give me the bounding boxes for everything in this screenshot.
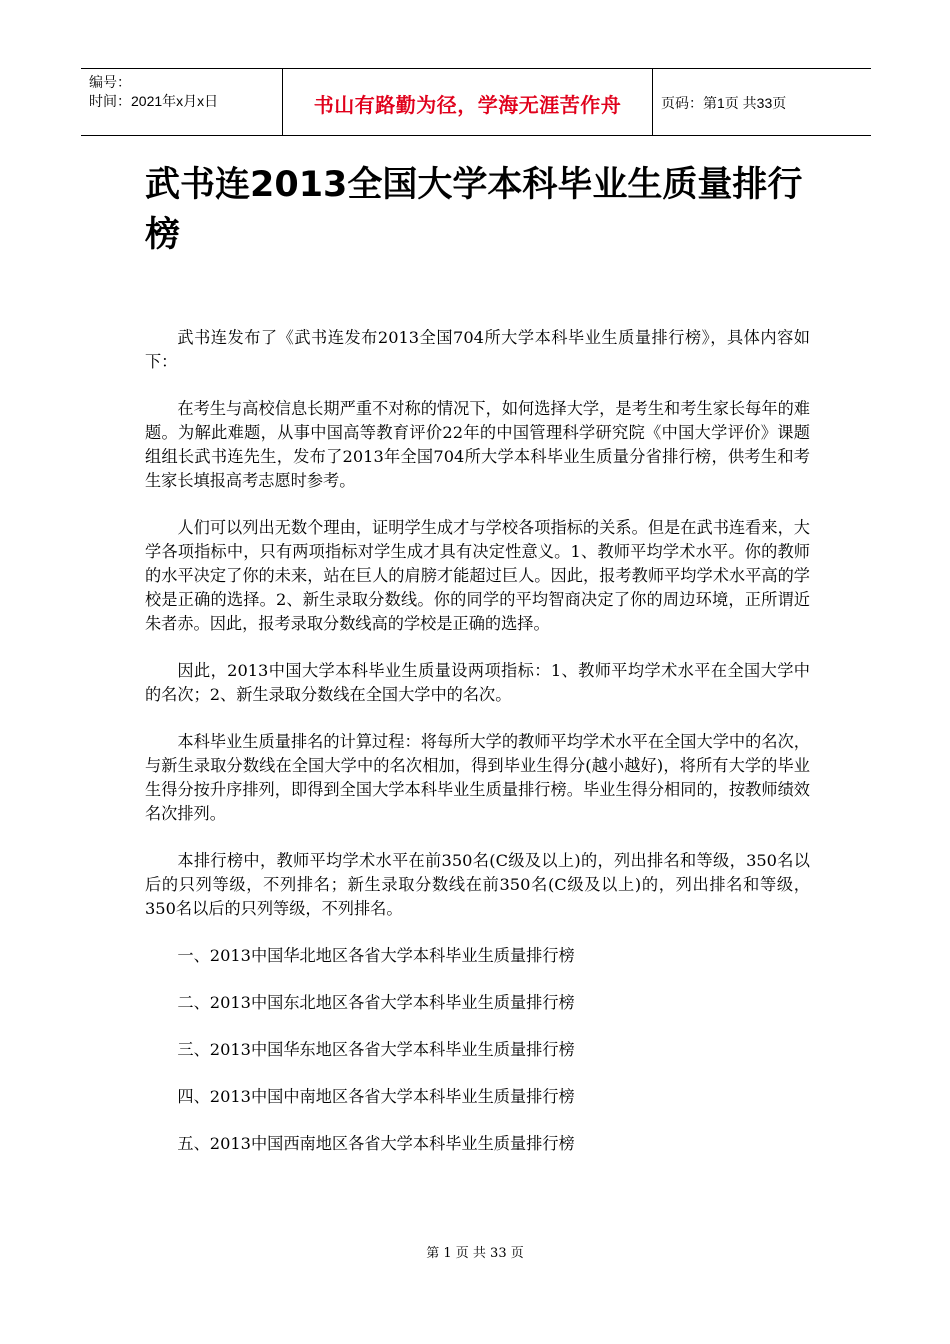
paragraph: 在考生与高校信息长期严重不对称的情况下，如何选择大学，是考生和考生家长每年的难题。为解此难题，从事中国高等教育评价22年的中国管理科学研究院《中国大学评价》课题组组长武书连先生，发布了2013年全国704所大学本科毕业生质量分省排行榜，供考生和考生家长填报高考志愿时参考。 (145, 399, 810, 490)
section-heading-southwest-china: 五、2013中国西南地区各省大学本科毕业生质量排行榜 (177, 1134, 575, 1153)
section-heading-northeast-china: 二、2013中国东北地区各省大学本科毕业生质量排行榜 (177, 993, 575, 1012)
page-header (81, 68, 871, 136)
header-meta (81, 69, 282, 135)
paragraph: 因此，2013中国大学本科毕业生质量设两项指标：1、教师平均学术水平在全国大学中的名次；2、新生录取分数线在全国大学中的名次。 (145, 661, 810, 704)
serial-number-label: 编号： (89, 74, 131, 90)
header-motto: 书山有路勤为径，学海无涯苦作舟 (282, 69, 653, 135)
section-heading-north-china: 一、2013中国华北地区各省大学本科毕业生质量排行榜 (177, 946, 575, 965)
paragraph: 本科毕业生质量排名的计算过程：将每所大学的教师平均学术水平在全国大学中的名次，与新生录取分数线在全国大学中的名次相加，得到毕业生得分(越小越好)，将所有大学的毕业生得分按升序排列，即得到全国大学本科毕业生质量排行榜。毕业生得分相同的，按教师绩效名次排列。 (145, 732, 810, 823)
page-footer: 第 1 页 共 33 页 (426, 1246, 524, 1261)
paragraph: 人们可以列出无数个理由，证明学生成才与学校各项指标的关系。但是在武书连看来，大学各项指标中，只有两项指标对学生成才具有决定性意义。1、教师平均学术水平。你的教师的水平决定了你的未来，站在巨人的肩膀才能超过巨人。因此，报考教师平均学术水平高的学校是正确的选择。2、新生录取分数线。你的同学的平均智商决定了你的周边环境，正所谓近朱者赤。因此，报考录取分数线高的学校是正确的选择。 (145, 518, 810, 633)
date-label: 时间：2021年x月x日 (89, 93, 219, 109)
document-body (145, 326, 810, 1179)
document-title: 武书连2013全国大学本科毕业生质量排行榜 (145, 165, 803, 255)
section-heading-east-china: 三、2013中国华东地区各省大学本科毕业生质量排行榜 (177, 1040, 575, 1059)
paragraph: 武书连发布了《武书连发布2013全国704所大学本科毕业生质量排行榜》，具体内容如下： (145, 328, 810, 371)
header-page-info: 页码：第1页 共33页 (661, 95, 787, 111)
section-heading-central-south-china: 四、2013中国中南地区各省大学本科毕业生质量排行榜 (177, 1087, 575, 1106)
paragraph: 本排行榜中，教师平均学术水平在前350名(C级及以上)的，列出排名和等级，350名以后的只列等级，不列排名；新生录取分数线在前350名(C级及以上)的，列出排名和等级，350名以后的只列等级，不列排名。 (145, 851, 810, 918)
